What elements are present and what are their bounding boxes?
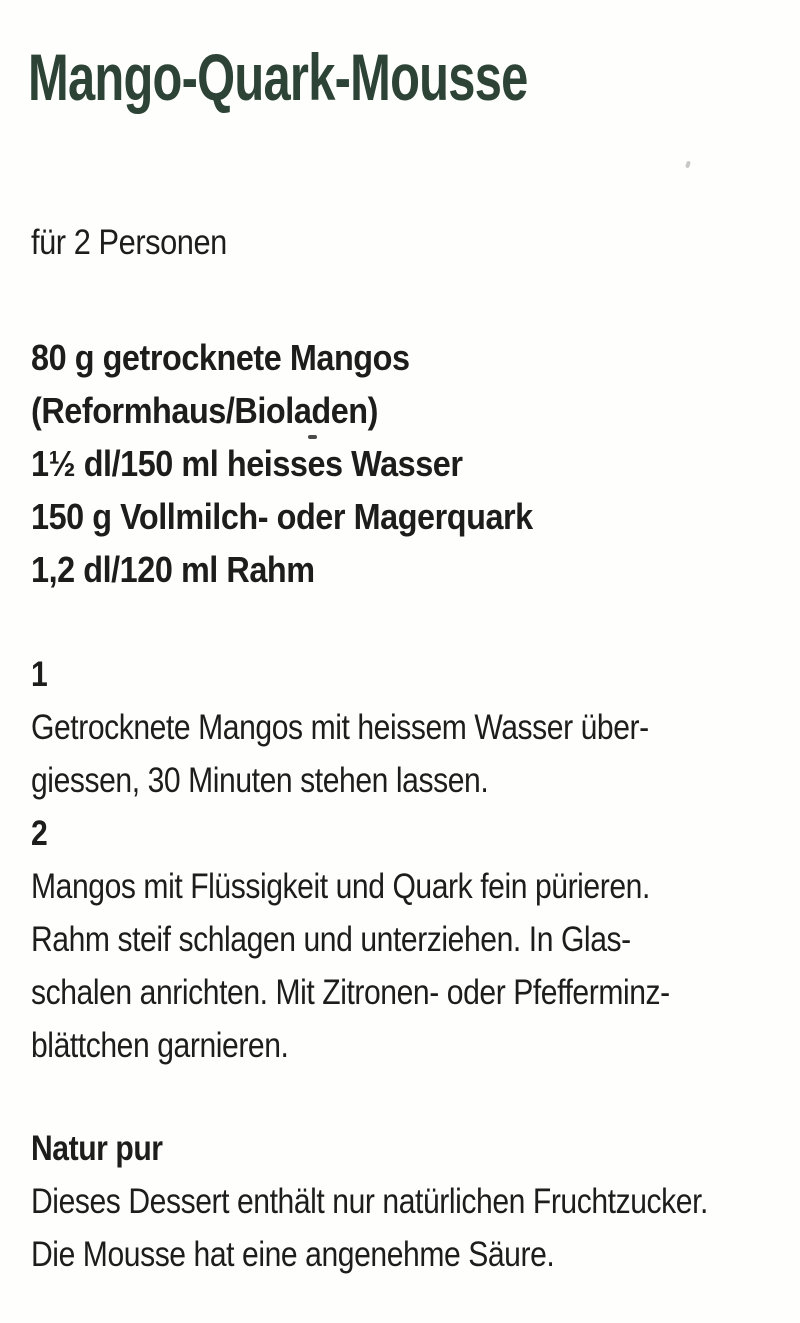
ingredient-line: 80 g getrocknete Mangos (31, 337, 410, 378)
step-text-line: Getrocknete Mangos mit heissem Wasser über- (31, 708, 649, 747)
step-text-line: blättchen garnieren. (31, 1026, 289, 1065)
scan-speck (685, 161, 691, 169)
step-text-line: Rahm steif schlagen und unterziehen. In Glas- (31, 920, 631, 959)
note-text-line: Die Mousse hat eine angenehme Säure. (31, 1235, 555, 1274)
ingredient-line: (Reformhaus/Bioladen) (31, 390, 378, 431)
note-section (31, 1122, 708, 1281)
note-text-line: Dieses Dessert enthält nur natürlichen Fruchtzucker. (31, 1182, 708, 1221)
ingredients-list (31, 331, 533, 596)
ingredient-line: 1½ dl/150 ml heisses Wasser (31, 443, 463, 484)
ingredient-line: 1,2 dl/120 ml Rahm (31, 549, 315, 590)
serves-line: für 2 Personen (31, 223, 227, 262)
note-title: Natur pur (31, 1129, 163, 1168)
ingredient-line: 150 g Vollmilch- oder Magerquark (31, 496, 533, 537)
step-text-line: schalen anrichten. Mit Zitronen- oder Pfefferminz- (31, 973, 670, 1012)
step-text-line: Mangos mit Flüssigkeit und Quark fein pürieren. (31, 867, 650, 906)
step-number: 2 (31, 814, 48, 853)
step-text-line: giessen, 30 Minuten stehen lassen. (31, 761, 489, 800)
recipe-title: Mango-Quark-Mousse (28, 40, 528, 114)
preparation-steps (31, 648, 670, 1072)
step-number: 1 (31, 655, 48, 694)
